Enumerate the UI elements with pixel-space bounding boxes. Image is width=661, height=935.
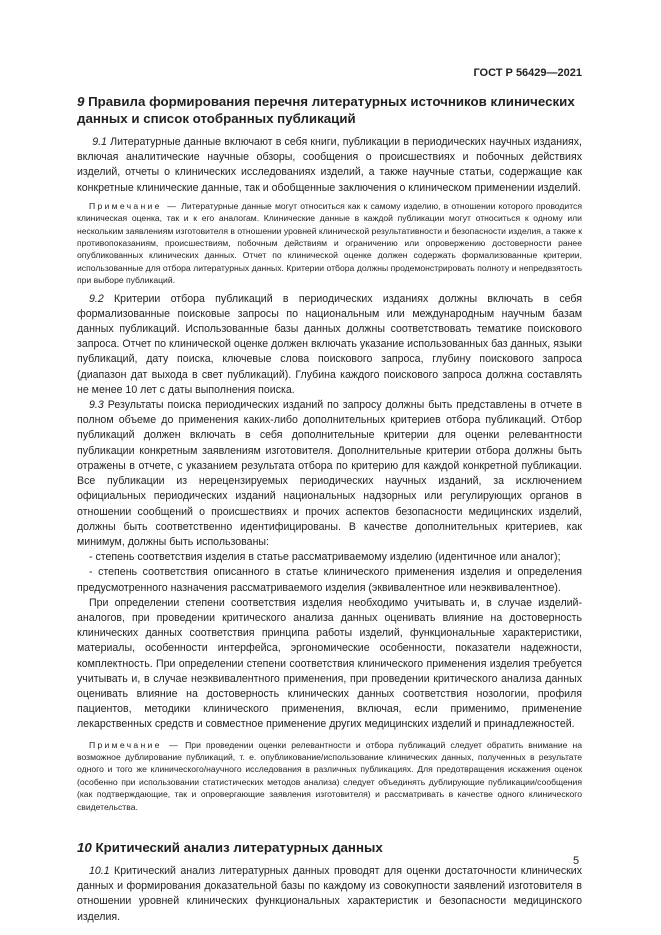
section-title: Критический анализ литературных данных	[95, 839, 383, 855]
list-item: - степень соответствия описанного в статье клинического применения изделия и определения предусмотренного назначения рассматриваемого изделия (эквивалентное или неэквивалентное).	[77, 566, 582, 594]
paragraph-9-1	[77, 135, 582, 196]
section-10-heading	[77, 839, 582, 856]
paragraph-9-3	[77, 398, 582, 550]
page-number: 5	[573, 855, 580, 867]
note-text: При проведении оценки релевантности и отбора публикаций следует обратить внимание на возможное дублирование публикаций, т. е. опубликование/использование клинических данных, полученных в результате одного и того же клинического/научного исследования в различных публикациях. Для предотвращения искажения оценок (особенно при использовании статистических методов анализа) следует объединять дублирующие публикации/сообщения (как подтверждающие, так и опровергающие заявления изготовителя) и рассматривать в качестве одного клинического свидетельства.	[77, 739, 583, 812]
paragraph-9-2	[77, 292, 582, 398]
paragraph-text: Литературные данные включают в себя книги, публикации в периодических научных изданиях, включая аналитические научные обзоры, сообщения о происшествиях и побочных действиях изделий, отчеты о клинических исследованиях изделий, а также научные статьи, содержащие как конкретные клинические данные, так и обобщенные заключения о клиническом применении изделий.	[77, 136, 582, 194]
list-item: - степень соответствия изделия в статье рассматриваемому изделию (идентичное или аналог);	[89, 551, 561, 564]
paragraph-text: Критерии отбора публикаций в периодических изданиях должны включать в себя формализованные поисковые запросы по национальным или международным научным базам данных публикаций. Использованные базы данных должны соответствовать тематике поискового запроса. Отчет по клинической оценке должен включать указание использованных баз данных, языки публикаций, дату поиска, ключевые слова поискового запроса, глубину поискового запроса (диапазон дат выхода в свет публикаций). Глубина каждого поискового запроса должна составлять не менее 10 лет с даты выполнения поиска.	[77, 292, 582, 396]
document-header: ГОСТ Р 56429—2021	[473, 67, 582, 79]
paragraph-text: Результаты поиска периодических изданий по запросу должны быть представлены в отчете в полном объеме до применения каких-либо дополнительных критериев отбора публикаций. Отбор публикаций должен включать в себя дополнительные критерии для оценки релевантности публикации конкретным заявлениям изготовителя. Дополнительные критерии отбора должны быть отражены в отчете, с указанием результата отбора по критерию для каждой конкретной публикации. Все публикации из нерецензируемых периодических научных изданий, за исключением официальных периодических изданий национальных надзорных или регулирующих органов в отношении сообщений о происшествиях и прочих аспектов безопасности медицинских изделий, должны быть соответственно идентифицированы. В качестве дополнительных критериев, как минимум, должны быть использованы:	[77, 399, 582, 548]
note-1	[77, 200, 582, 287]
section-title: Правила формирования перечня литературных источников клинических данных и список отобранных публикаций	[77, 94, 575, 126]
note-2	[77, 739, 582, 813]
paragraph-10-1	[77, 864, 582, 925]
paragraph-text: Критический анализ литературных данных проводят для оценки достаточности клинических данных и формирования доказательной базы по каждому из совокупности заявлений изготовителя в отношении уровней клинических функциональных характеристик и безопасности медицинского изделия.	[77, 864, 582, 923]
note-label: Примечание —	[89, 200, 179, 211]
section-9-heading	[77, 93, 582, 127]
section-number: 9	[77, 94, 85, 109]
section-number: 10	[77, 839, 92, 855]
note-text: Литературные данные могут относиться как к самому изделию, в отношении которого проводится клиническая оценка, так и к его аналогам. Клинические данные в каждой публикации могут относиться к одному или нескольким заявлениям изготовителя в отношении уровней клинической результативности и безопасности изделия, а также к противопоказаниям, происшествиям, побочным действиям и ограничению или опровержению достоверности ранее опубликованных клинических данных. Отчет по клинической оценке должен содержать формализованные критерии, использованные для отбора литературных данных. Критерии отбора должны продемонстрировать полноту и непредвзятость при выборе публикаций.	[77, 200, 582, 286]
paragraph-number: 9.3	[89, 399, 104, 412]
note-label: Примечание —	[89, 739, 181, 750]
paragraph-number: 10.1	[89, 864, 110, 877]
paragraph-9-3-continued: При определении степени соответствия изделия необходимо учитывать и, в случае изделий-аналогов, при проведении критического анализа данных оценивать влияние на достоверность клинических данных соответствия принципа работы изделий, функциональные характеристики, материалы, особенности интерфейса, эргономические особенности, показатели надежности, комплектность. При определении степени соответствия клинического применения изделия требуется учитывать и, в случае неэквивалентного применения, при проведении критического анализа данных оценивать влияние на достоверность клинических данных соответствия нозологии, профиля пациентов, методики клинического применения, включая, если применимо, применение лекарственных средств и совместное применение других медицинских изделий и принадлежностей.	[77, 596, 582, 731]
paragraph-number: 9.1	[92, 136, 107, 148]
paragraph-number: 9.2	[89, 292, 104, 305]
page-content	[77, 93, 582, 925]
